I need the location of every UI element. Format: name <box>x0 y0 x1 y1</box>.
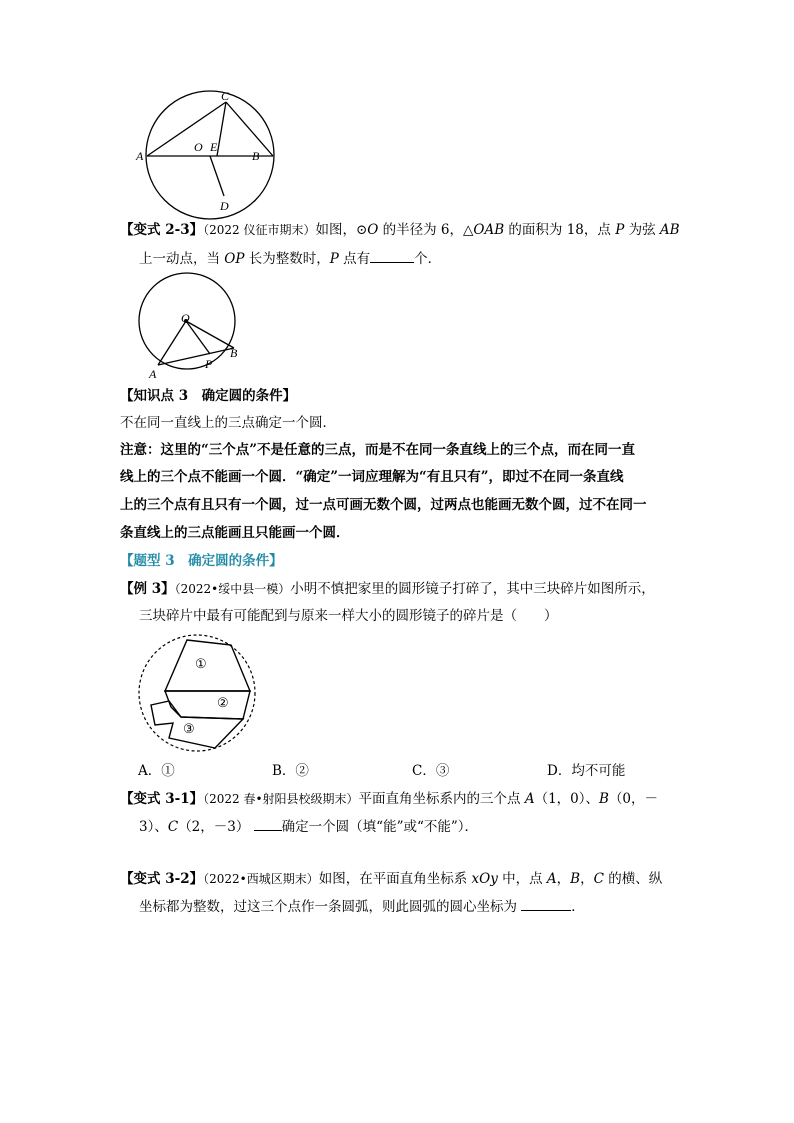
answer-blank[interactable] <box>254 817 282 831</box>
knowledge-3-title: 【知识点 3 确定圆的条件】 <box>120 388 297 404</box>
answer-blank[interactable] <box>521 897 571 911</box>
label-a2: A <box>149 367 157 381</box>
option-c[interactable]: C．③ <box>412 763 450 779</box>
variant-2-3-line2: 上一动点，当 OP 长为整数时，P 点有 个． <box>139 251 442 267</box>
variant-3-1-tag: 【变式 3-1】 <box>120 791 204 807</box>
variant-2-3-tag: 【变式 2-3】 <box>120 222 204 238</box>
label-a: A <box>136 149 144 163</box>
figure-mirror-fragments <box>135 635 260 757</box>
label-piece-3: ③ <box>183 721 195 736</box>
type-3-title: 【题型 3 确定圆的条件】 <box>120 553 283 569</box>
example-3-line2: 三块碎片中最有可能配到与原来一样大小的圆形镜子的碎片是（ ） <box>139 608 558 624</box>
variant-3-2-line2: 坐标都为整数，过这三个点作一条圆弧，则此圆弧的圆心坐标为 ． <box>139 899 585 915</box>
label-p2: P <box>205 357 213 371</box>
label-o: O <box>194 140 203 154</box>
label-e: E <box>210 140 218 154</box>
variant-3-1-line1: 【变式 3-1】（2022 春•射阳县校级期末）平面直角坐标系内的三个点 A（1，0）、B（0，－ <box>120 791 659 807</box>
knowledge-3-note-3: 上的三个点有且只有一个圆，过一点可画无数个圆，过两点也能画无数个圆，过不在同一 <box>120 497 647 513</box>
knowledge-3-note-2: 线上的三个点不能画一个圆．“确定”一词应理解为“有且只有”，即过不在同一条直线 <box>120 469 624 485</box>
figure-circle-oab <box>135 272 250 384</box>
knowledge-3-note-4: 条直线上的三点能画且只能画一个圆． <box>120 525 350 541</box>
example-3-line1: 【例 3】（2022•绥中县一模）小明不慎把家里的圆形镜子打碎了，其中三块碎片如图所示， <box>120 581 655 597</box>
answer-blank[interactable] <box>370 249 414 263</box>
label-b2: B <box>230 346 238 360</box>
figure-circle-abcd <box>130 90 280 220</box>
option-a[interactable]: A．① <box>138 763 175 779</box>
knowledge-3-note-1: 注意：这里的“三个点”不是任意的三点，而是不在同一条直线上的三个点，而在同一直 <box>120 442 636 458</box>
variant-2-3-line1: 【变式 2-3】（2022 仪征市期末）如图，⊙O 的半径为 6，△OAB 的面积为 18，点 P 为弦 AB <box>120 222 680 238</box>
variant-3-2-tag: 【变式 3-2】 <box>120 871 204 887</box>
label-c: C <box>221 89 230 103</box>
label-o2: O <box>181 311 190 325</box>
variant-3-1-line2: 3）、C（2，－3） 确定一个圆（填“能”或“不能”）． <box>139 819 479 835</box>
option-b[interactable]: B．② <box>272 763 309 779</box>
variant-3-2-line1: 【变式 3-2】（2022•西城区期末）如图，在平面直角坐标系 xOy 中，点 A，B，C 的横、纵 <box>120 871 663 887</box>
label-piece-1: ① <box>195 656 207 671</box>
knowledge-3-statement: 不在同一直线上的三点确定一个圆． <box>120 415 336 431</box>
label-b: B <box>252 149 260 163</box>
label-d: D <box>220 199 229 213</box>
example-3-tag: 【例 3】 <box>120 581 175 597</box>
option-d[interactable]: D．均不可能 <box>547 763 626 779</box>
label-piece-2: ② <box>217 695 229 710</box>
